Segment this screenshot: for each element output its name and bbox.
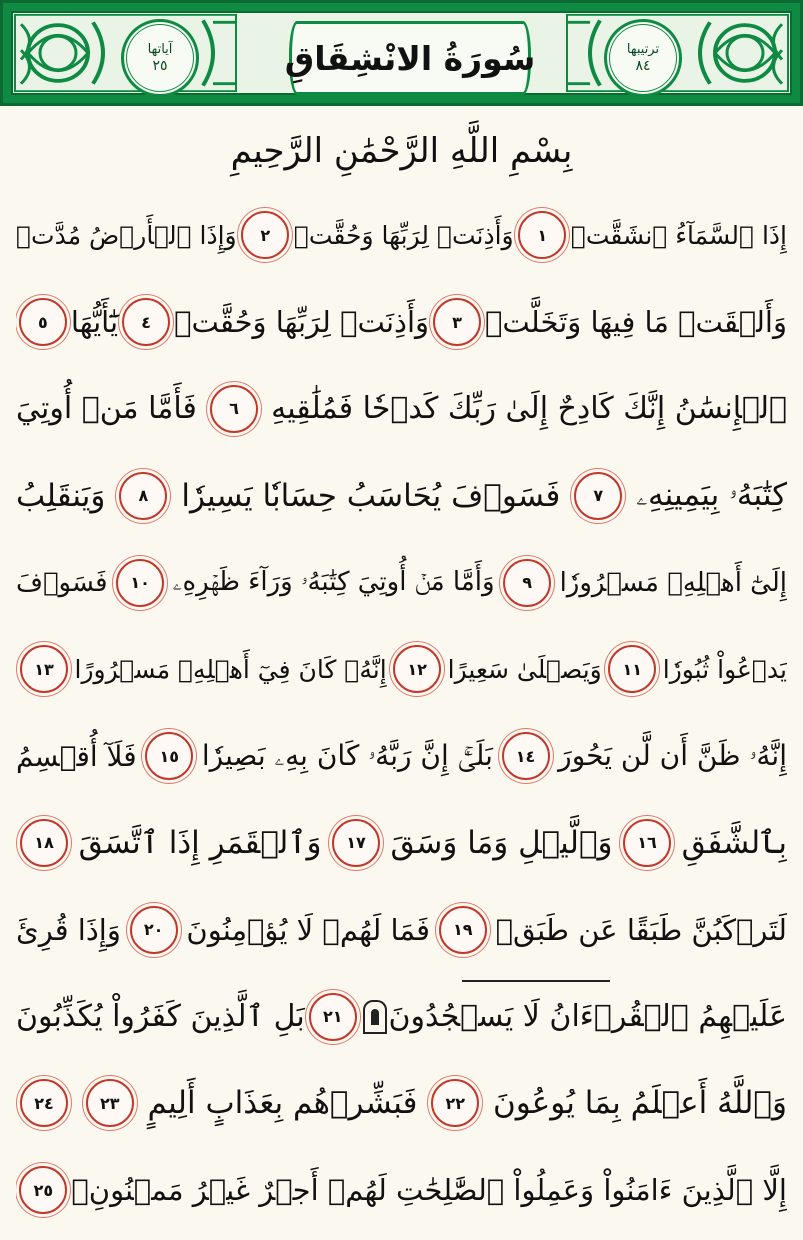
verse-line <box>16 626 787 713</box>
ayah-marker: ١٣ <box>20 645 68 693</box>
verse-text: وَأَمَّا مَنۡ أُوتِيَ كِتَٰبَهُۥ وَرَآءَ ظَهۡرِهِۦ <box>172 567 495 598</box>
verse-text: وَٱلۡقَمَرِ إِذَا ٱتَّسَقَ <box>78 824 322 861</box>
ayah-marker: ٢٥ <box>19 1166 67 1214</box>
ayah-marker: ٩ <box>503 559 551 607</box>
verse-text: وَيَنقَلِبُ <box>16 477 106 514</box>
sajda-icon <box>363 1000 387 1034</box>
sajda-overline <box>462 980 610 982</box>
verse-line <box>16 192 787 279</box>
verse-text: يَدۡعُواْ ثُبُورٗا <box>662 654 787 684</box>
verse-text: فَسَوۡفَ يُحَاسَبُ حِسَابٗا يَسِيرٗا <box>181 477 561 514</box>
verse-text: بَلِ ٱلَّذِينَ كَفَرُواْ يُكَذِّبُونَ <box>16 999 305 1035</box>
verse-text: بِٱلشَّفَقِ <box>681 824 787 861</box>
verse-line <box>16 539 787 626</box>
verse-text: عَلَيۡهِمُ ٱلۡقُرۡءَانُ لَا يَسۡجُدُونَ <box>388 999 787 1035</box>
verses-count-badge <box>121 19 199 97</box>
verse-lines <box>16 192 787 1234</box>
verse-line <box>16 279 787 366</box>
verses-number: ٢٥ <box>152 57 168 74</box>
verse-text: وَأَذِنَتۡ لِرَبِّهَا وَحُقَّتۡ <box>293 220 514 250</box>
ayah-marker: ١٤ <box>502 732 550 780</box>
verse-text: إِذَا ٱلسَّمَآءُ ٱنشَقَّتۡ <box>570 220 787 250</box>
verse-text: فَمَا لَهُمۡ لَا يُؤۡمِنُونَ <box>186 912 431 947</box>
verse-line <box>16 452 787 539</box>
ayah-marker: ١٧ <box>332 819 380 867</box>
verse-text: وَأَلۡقَتۡ مَا فِيهَا وَتَخَلَّتۡ <box>485 305 787 340</box>
verse-line <box>16 800 787 887</box>
verse-text: وَٱللَّهُ أَعۡلَمُ بِمَا يُوعُونَ <box>493 1085 787 1122</box>
ayah-marker: ٣ <box>433 298 481 346</box>
verses-label: آياتها <box>147 41 173 57</box>
ayah-marker: ٧ <box>574 472 622 520</box>
verse-line <box>16 973 787 1060</box>
ayah-marker: ١٨ <box>20 819 68 867</box>
surah-header-banner <box>0 0 803 106</box>
surah-title: سُورَةُ الانْشِقَاقِ <box>284 38 536 78</box>
verse-text: بَلَىٰٓۚ إِنَّ رَبَّهُۥ كَانَ بِهِۦ بَصِيرٗا <box>201 739 493 773</box>
verse-text: وَٱلَّيۡلِ وَمَا وَسَقَ <box>390 824 613 861</box>
verse-text: ٱلۡإِنسَٰنُ إِنَّكَ كَادِحٌ إِلَىٰ رَبِّكَ كَدۡحٗا فَمُلَٰقِيهِ <box>271 391 787 427</box>
ayah-marker: ٦ <box>210 385 258 433</box>
ayah-marker: ٢٤ <box>20 1079 68 1127</box>
verse-text: إِنَّهُۥ ظَنَّ أَن لَّن يَحُورَ <box>558 739 787 773</box>
verse-line <box>16 713 787 800</box>
verse-line <box>16 366 787 453</box>
banner-inner-frame <box>11 11 792 95</box>
ayah-marker: ١٥ <box>145 732 193 780</box>
verse-text: وَإِذَا قُرِئَ <box>16 912 121 947</box>
ayah-marker: ١٢ <box>393 645 441 693</box>
ayah-marker: ٨ <box>119 472 167 520</box>
verse-text: فَأَمَّا مَنۡ أُوتِيَ <box>16 391 197 427</box>
ayah-marker: ٤ <box>122 298 170 346</box>
ayah-marker: ٢٢ <box>431 1079 479 1127</box>
verse-text: يَٰٓأَيُّهَا <box>70 305 119 340</box>
verse-text: وَإِذَا ٱلۡأَرۡضُ مُدَّتۡ <box>16 220 237 250</box>
order-label: ترتيبها <box>626 41 660 57</box>
verse-text: لَتَرۡكَبُنَّ طَبَقًا عَن طَبَقٖ <box>495 912 787 947</box>
ayah-marker: ٢٣ <box>86 1079 134 1127</box>
verse-text: كِتَٰبَهُۥ بِيَمِينِهِۦ <box>636 477 787 514</box>
ayah-marker: ١٩ <box>439 906 487 954</box>
surah-title-box <box>284 21 536 95</box>
ayah-marker: ٢١ <box>309 993 357 1041</box>
verse-text: فَسَوۡفَ <box>16 567 108 598</box>
verse-text: وَأَذِنَتۡ لِرَبِّهَا وَحُقَّتۡ <box>174 305 430 340</box>
ayah-marker: ١٠ <box>116 559 164 607</box>
verse-text: إِلَىٰٓ أَهۡلِهِۦ مَسۡرُورٗا <box>559 567 787 598</box>
ayah-marker: ٢٠ <box>130 906 178 954</box>
verse-text: إِلَّا ٱلَّذِينَ ءَامَنُواْ وَعَمِلُواْ ٱلصَّٰلِحَٰتِ لَهُمۡ أَجۡرٌ غَيۡرُ مَمۡنُونِۭ <box>71 1173 787 1208</box>
ayah-marker: ٢ <box>241 211 289 259</box>
verse-line <box>16 886 787 973</box>
verse-text: فَبَشِّرۡهُم بِعَذَابٍ أَلِيمٍ <box>147 1085 418 1122</box>
ayah-marker: ١٦ <box>623 819 671 867</box>
ayah-marker: ١ <box>518 211 566 259</box>
verse-line <box>16 1060 787 1147</box>
ayah-marker: ١١ <box>608 645 656 693</box>
basmala: بِسْمِ اللَّهِ الرَّحْمَٰنِ الرَّحِيمِ <box>230 131 573 171</box>
ayah-marker: ٥ <box>19 298 67 346</box>
surah-order-badge <box>604 19 682 97</box>
order-number: ٨٤ <box>635 57 651 74</box>
verse-text: وَيَصۡلَىٰ سَعِيرًا <box>447 654 602 684</box>
verse-text: إِنَّهُۥ كَانَ فِيٓ أَهۡلِهِۦ مَسۡرُورًا <box>74 654 387 684</box>
verse-text: فَلَآ أُقۡسِمُ <box>16 739 137 773</box>
verse-line <box>16 1147 787 1234</box>
